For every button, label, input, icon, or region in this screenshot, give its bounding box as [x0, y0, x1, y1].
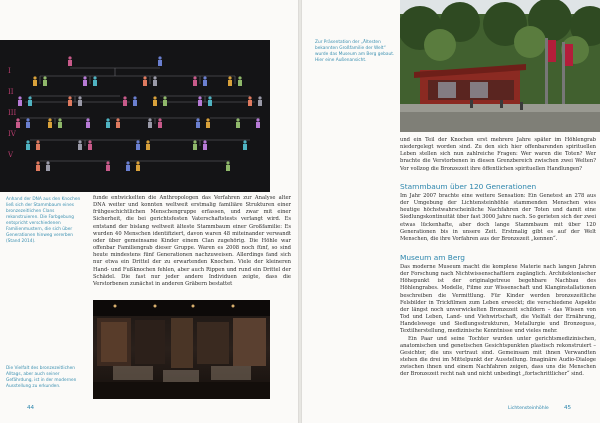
museum-paragraph-2: Ein Paar und seine Tochter wurden unter gerichtsmedizinischen, anatomischen und genetischen Gesichtspunkten plastisch rekonstruiert – Gesichter, die uns vertraut sind. Gemeinsam mit ihnen Verwandten stehen die drei im Mittelpunkt der Ausstellung. Imaginäre Audio-Dialoge zwischen ihnen und einem Nachfahren zeigen, dass uns die Menschen der Bronzezeit recht nah und nicht unbedingt „fortschrittlicher“ sind. — [400, 335, 596, 378]
tree-person-figure — [203, 76, 207, 86]
tree-person-figure — [43, 76, 47, 86]
section-heading-museum: Museum am Berg — [400, 253, 465, 262]
right-body-stammbaum — [400, 193, 596, 243]
tree-person-figure — [196, 118, 200, 128]
gen-label-2: II — [8, 88, 14, 96]
tree-person-figure — [123, 96, 127, 106]
gen-label-1: I — [8, 67, 11, 75]
left-body-text — [93, 195, 291, 288]
tree-person-figure — [88, 140, 92, 150]
gen-label-5: V — [8, 151, 14, 159]
tree-person-figure — [48, 118, 52, 128]
tree-person-figure — [86, 118, 90, 128]
tree-person-figure — [258, 96, 262, 106]
tree-person-figure — [36, 161, 40, 171]
tree-person-figure — [16, 118, 20, 128]
tree-person-figure — [243, 140, 247, 150]
tree-person-figure — [206, 118, 210, 128]
museum-interior-caption: Die Vielfalt des bronzezeitlichen Alltags, aber auch seiner Gefährdung, ist in der modernen Ausstellung zu erkunden. — [6, 366, 77, 389]
tree-person-figure — [28, 96, 32, 106]
family-tree-image — [0, 40, 270, 192]
tree-person-figure — [18, 96, 22, 106]
tree-person-figure — [228, 76, 232, 86]
tree-person-figure — [68, 56, 72, 66]
left-page — [0, 0, 298, 423]
tree-person-figure — [106, 161, 110, 171]
right-page — [302, 0, 600, 423]
left-body-paragraph: funde entwickelten die Anthropologen das Verfahren zur Analyse alter DNA weiter und konnten weltweit erstmalig familiäre Strukturen einer frühgeschichtlichen Menschengruppe erfassen, und zwar mit einer Sicherheit, die bei gerichtsfesten Vaterschaftstests verlangt wird. Es entstand der bislang weltweit älteste Stammbaum einer Großfamilie: Es wurden 40 Menschen identifiziert, davon waren 48 miteinander verwandt oder über gemeinsame Kinder einem Clan zugehörig. Die Höhle war offenbar Familiengrab dieser Gruppe. Waren es 2008 noch fünf, so sind heute mindestens fünf Generationen nachzuweisen. Allerdings fand sich nur etwa ein Drittel der zu erwartenden Knochen. Viele der kleineren Hand- und Fußknochen fehlen, aber auch Rippen und rund ein Drittel der Schädel. Die fast nur jeder andere Individuen zeigte, dass die Verstorbenen zunächst in anderen Gräbern bestattet — [93, 195, 291, 287]
tree-person-figure — [153, 76, 157, 86]
tree-person-figure — [158, 56, 162, 66]
tree-person-figure — [78, 140, 82, 150]
tree-person-figure — [106, 118, 110, 128]
tree-person-figure — [163, 96, 167, 106]
tree-person-figure — [153, 96, 157, 106]
family-tree-caption: Anhand der DNA aus den Knochen ließ sich der Stammbaum eines bronzezeitlichen Clans rekonstruieren. Die Farbgebung entspricht verschiedenen Familienmustern, die sich über Generationen hinweg vererben (Stand 2014). — [6, 197, 81, 244]
tree-person-figure — [198, 96, 202, 106]
tree-person-figure — [226, 161, 230, 171]
stammbaum-paragraph: Im Jahr 2007 brachte eine weitere Sensation: Ein Genetest an 278 aus der Umgebung der Lichtensteinhöhle stammenden Menschen wies heutige höchstwahrscheinliche Nachfahren der Toten und damit eine Siedlungskontinuität über fast 3000 Jahre nach. So gerieten sich der zwei etwas lückenhafte, aber doch lange Stammbaum mit über 120 Generationen bis in unsere Zeit. Erstmalig gibt es auf der Welt Menschen, die ihre Vorfahren aus der Bronzezeit „kennen“. — [400, 193, 596, 242]
tree-person-figure — [136, 140, 140, 150]
tree-person-figure — [133, 96, 137, 106]
tree-person-figure — [58, 118, 62, 128]
tree-person-figure — [116, 118, 120, 128]
tree-person-figure — [78, 96, 82, 106]
tree-person-figure — [256, 118, 260, 128]
page-number-left: 44 — [27, 405, 35, 411]
tree-person-figure — [136, 161, 140, 171]
museum-interior-photo — [93, 300, 270, 399]
museum-exterior-photo — [400, 0, 600, 132]
tree-person-figure — [83, 76, 87, 86]
gen-label-3: III — [8, 109, 17, 117]
tree-person-figure — [68, 96, 72, 106]
tree-person-figure — [126, 161, 130, 171]
section-heading-stammbaum: Stammbaum über 120 Generationen — [400, 182, 537, 191]
tree-person-figure — [26, 140, 30, 150]
right-body-museum — [400, 264, 596, 379]
tree-person-figure — [26, 118, 30, 128]
tree-person-figure — [46, 161, 50, 171]
tree-person-figure — [193, 76, 197, 86]
museum-paragraph-1: Das moderne Museum macht die komplexe Materie nach langen Jahren der Forschung nach Nichtwissenschaftlern zugänglich. Architektonischer Höhepunkt ist der originalgetreue begehbare Nachbau des Höhlengrabes. Modelle, Filme zur Wissenschaft und Klanginstallationen beschreiben die Vermittlung. Für Kinder werden bronzezeitliche Felsbilder in Trickfilmen zum Leben erweckt; die verschiedene Aspekte der längst noch unverwickelten Bronzezeit schildern – das Wissen von Tod und Leben, Land- und Viehwirtschaft, die Vielfalt der Ernährung, Handelswege und Siedlungsstrukturen, Metallurgie und Bronzeguss, Textilherstellung, medizinische Kenntnisse und vieles mehr. — [400, 264, 596, 335]
tree-person-figure — [238, 76, 242, 86]
family-tree-diagram — [0, 40, 270, 192]
tree-person-figure — [36, 140, 40, 150]
tree-person-figure — [236, 118, 240, 128]
tree-person-figure — [143, 76, 147, 86]
tree-person-figure — [248, 96, 252, 106]
tree-person-figure — [203, 140, 207, 150]
page-number-right: 45 — [564, 405, 572, 411]
tree-person-figure — [146, 140, 150, 150]
tree-person-figure — [93, 76, 97, 86]
tree-person-figure — [193, 140, 197, 150]
running-head: Lichtensteinhöhle — [508, 406, 549, 411]
tree-person-figure — [148, 118, 152, 128]
tree-person-figure — [158, 118, 162, 128]
right-body-intro — [400, 137, 596, 173]
tree-person-figure — [208, 96, 212, 106]
museum-exterior-caption: Zur Präsentation der „Ältesten bekannten Großfamilie der Welt“ wurde das Museum am Berg gebaut. Hier eine Außenansicht. — [315, 40, 395, 63]
tree-person-figure — [33, 76, 37, 86]
gen-label-4: IV — [8, 130, 16, 138]
right-intro-paragraph: und ein Teil der Knochen erst mehrere Jahre später im Höhlengrab niedergelegt worden sind. Zu den sich hier offenbarenden spirituellen Leben stellen sich nun zahlreiche Fragen: Wer waren die Toten? Wer brachte die Verstorbenen in diesen Grenzbereich zwischen zwei Welten? Vor vollzog die Bronzezeit ihre öffentlichen spirituellen Handlungen? — [400, 137, 596, 172]
